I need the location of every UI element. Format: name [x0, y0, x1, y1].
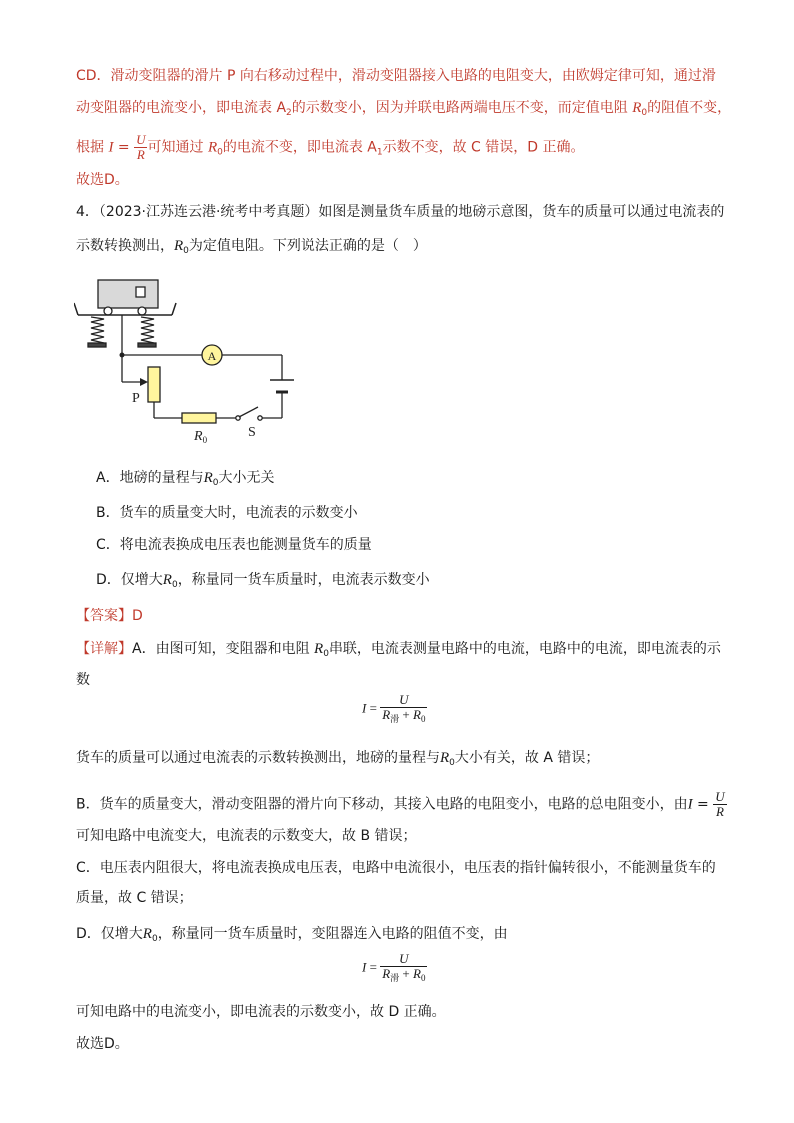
cd-conclusion: 故选D。: [76, 172, 129, 188]
option-c: C．将电流表换成电压表也能测量货车的质量: [96, 537, 372, 553]
slider-label: P: [132, 391, 140, 406]
answer-label: 【答案】D: [76, 608, 143, 624]
cd-line-1: CD．滑动变阻器的滑片 P 向右移动过程中，滑动变阻器接入电路的电阻变大，由欧姆定律可知，通过滑: [76, 68, 716, 84]
formula-2: I = $\frac{U}{R_滑 + R_0}$: [362, 951, 426, 983]
switch-label: S: [248, 425, 256, 440]
weighbridge-circuit-diagram: [74, 275, 304, 450]
fixed-resistor: [182, 413, 216, 423]
explanation-a-line-2: 数: [76, 672, 90, 688]
junction-node: [120, 353, 125, 358]
ammeter-label: A: [207, 349, 217, 363]
cd-line-2: 动变阻器的电流变小，即电流表 $A_2$的示数变小，因为并联电路两端电压不变，而定值电阻 $R_0$的阻值不变，: [76, 100, 732, 118]
explanation-b-line-1: B．货车的质量变大，滑动变阻器的滑片向下移动，其接入电路的电阻变小，电路的总电阻变小，由I = $\frac{U}{R}$: [76, 789, 725, 819]
explanation-d-line-2: 可知电路中的电流变小，即电流表的示数变小，故 D 正确。: [76, 1004, 446, 1020]
question-line-2: 示数转换测出，$R_0$为定值电阻。下列说法正确的是（ ）: [76, 238, 427, 256]
battery-icon: [270, 380, 294, 392]
question-line-1: 4．（2023·江苏连云港·统考中考真题）如图是测量货车质量的地磅示意图，货车的质量可以通过电流表的: [76, 204, 725, 220]
explanation-c-line-1: C．电压表内阻很大，将电流表换成电压表，电路中电流很小，电压表的指针偏转很小，不能测量货车的: [76, 860, 716, 876]
ammeter: [202, 345, 222, 365]
truck-icon: [98, 280, 158, 315]
slider-arrow-icon: [140, 378, 148, 386]
explanation-conclusion: 故选D。: [76, 1036, 129, 1052]
rheostat: [148, 367, 160, 402]
option-b: B．货车的质量变大时，电流表的示数变小: [96, 505, 358, 521]
option-a: A．地磅的量程与$R_0$大小无关: [96, 470, 275, 488]
circuit-wires: [122, 315, 282, 418]
cd-line-3: 根据 I = $\frac{U}{R}$ 可知通过 $R_0$的电流不变，即电流表 $A_1$示数不变，故 C 错误，D 正确。: [76, 132, 585, 162]
resistor-label: $R_0$: [194, 429, 208, 445]
explanation-c-line-2: 质量，故 C 错误；: [76, 890, 193, 906]
option-d: D．仅增大$R_0$，称量同一货车质量时，电流表示数变小: [96, 572, 430, 590]
switch-icon: [236, 407, 262, 420]
explanation-d-line-1: D．仅增大$R_0$，称量同一货车质量时，变阻器连入电路的阻值不变，由: [76, 926, 508, 944]
explanation-a-line-3: 货车的质量可以通过电流表的示数转换测出，地磅的量程与$R_0$大小有关，故 A 错误；: [76, 750, 600, 768]
spring-right-icon: [138, 317, 156, 347]
explanation-a-line-1: 【详解】A．由图可知，变阻器和电阻 $R_0$串联，电流表测量电路中的电流，电路中的电流，即电流表的示: [76, 641, 721, 659]
formula-1: I = $\frac{U}{R_滑 + R_0}$: [362, 692, 426, 724]
spring-left-icon: [88, 317, 106, 347]
explanation-b-line-2: 可知电路中电流变大，电流表的示数变大，故 B 错误；: [76, 828, 417, 844]
